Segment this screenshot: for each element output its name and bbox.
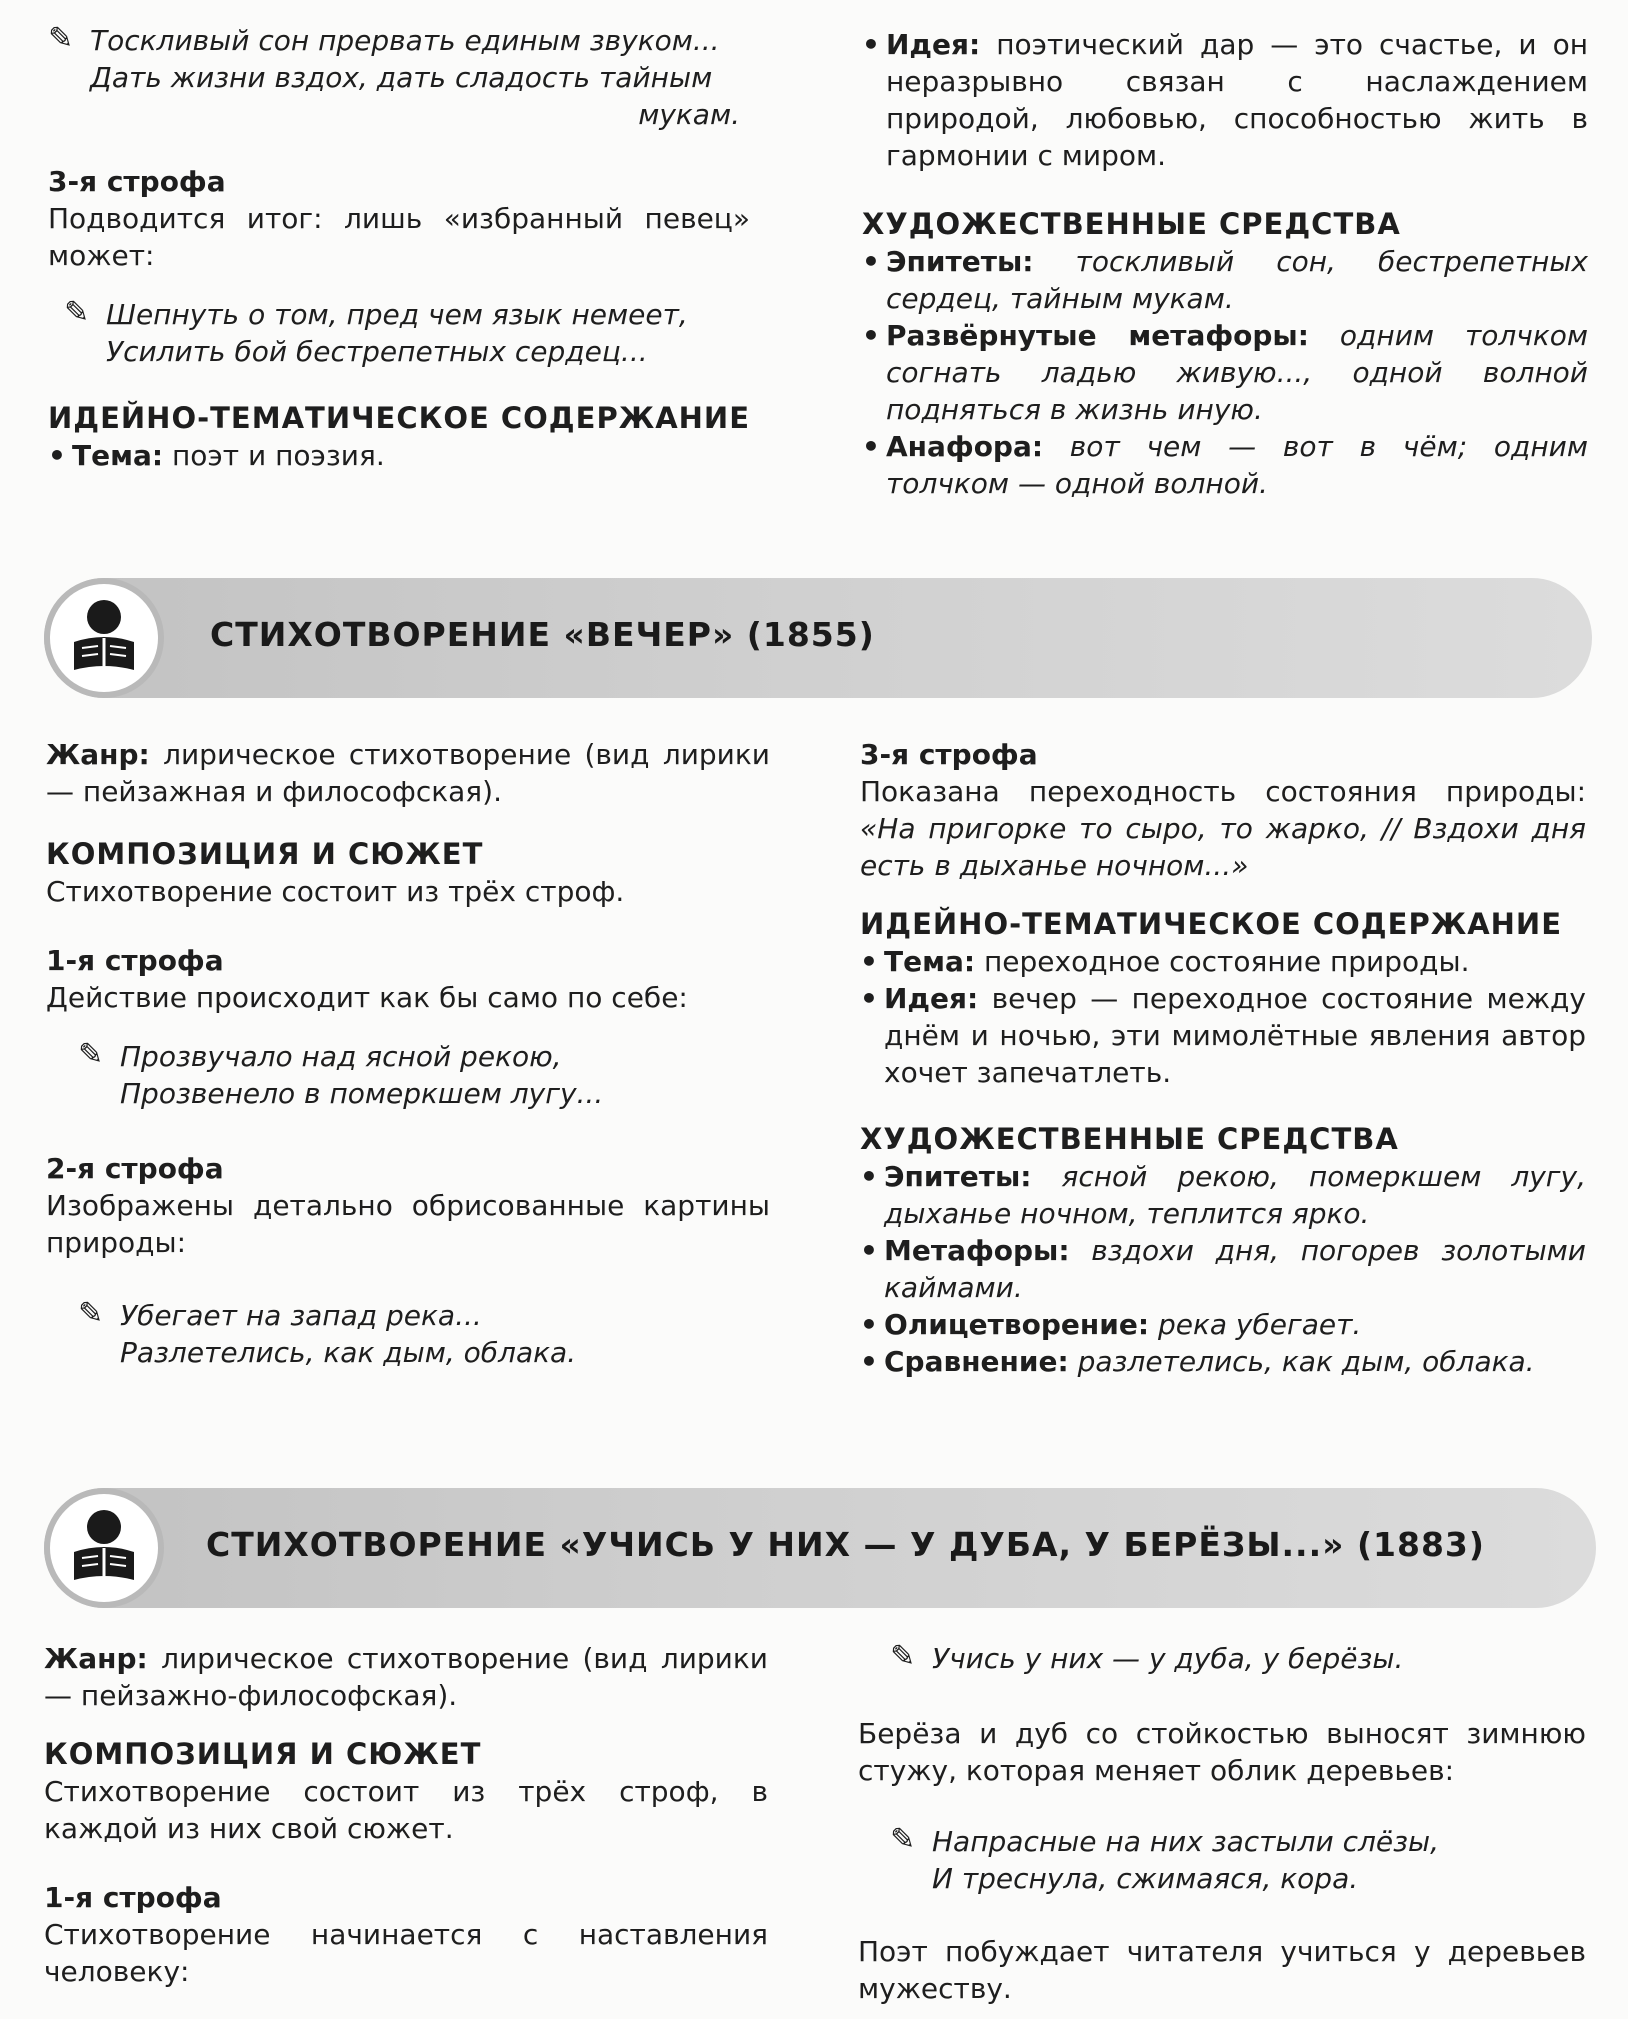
quote-line: Учись у них — у дуба, у берёзы. (932, 1642, 1404, 1675)
quote-line: Прозвучало над ясной рекою, (120, 1040, 562, 1073)
genre-text (44, 1640, 768, 1714)
quote-line: Шепнуть о том, пред чем язык немеет, (106, 298, 688, 331)
list-item (860, 1306, 1586, 1343)
paragraph (860, 773, 1586, 884)
paragraph-text: Показана переходность состояния природы: (860, 775, 1586, 808)
term-text: река убегает. (1149, 1308, 1362, 1341)
quote-line: Убегает на запад река... (120, 1299, 482, 1332)
banner-title: СТИХОТВОРЕНИЕ «ВЕЧЕР» (1855) (210, 615, 875, 654)
quote-line: И треснула, сжимаяся, кора. (932, 1862, 1359, 1895)
term: Анафора: (886, 430, 1044, 463)
term-text: тоскливый сон, бестрепетных сердец, тайным мукам. (886, 245, 1588, 315)
quote-line: Прозвенело в померкшем лугу... (120, 1077, 604, 1110)
term: Идея: (884, 982, 979, 1015)
quote-line: Разлетелись, как дым, облака. (120, 1336, 577, 1369)
paragraph: Стихотворение начинается с наставления человеку: (44, 1918, 768, 1988)
term: Жанр: (46, 738, 150, 771)
list-item (860, 1232, 1586, 1306)
list-item (48, 437, 750, 474)
term-text: разлетелись, как дым, облака. (1068, 1345, 1535, 1378)
section-heading: ИДЕЙНО-ТЕМАТИЧЕСКОЕ СОДЕРЖАНИЕ (48, 401, 750, 435)
term-text: поэтический дар — это счастье, и он неразрывно связан с наслаждением природой, любовью, способностью жить в гармонии с миром. (886, 28, 1588, 172)
quote-line: Напрасные на них застыли слёзы, (932, 1825, 1439, 1858)
strophe-text: Подводится итог: лишь «избранный певец» может: (48, 202, 750, 272)
paragraph: Поэт побуждает читателя учиться у деревьев мужеству. (858, 1935, 1586, 2005)
term: Метафоры: (884, 1234, 1070, 1267)
quote-block (78, 1038, 770, 1112)
quote-block (890, 1640, 1586, 1677)
section-heading: КОМПОЗИЦИЯ И СЮЖЕТ (46, 837, 484, 871)
term: Олицетворение: (884, 1308, 1150, 1341)
section-heading: ИДЕЙНО-ТЕМАТИЧЕСКОЕ СОДЕРЖАНИЕ (860, 907, 1562, 941)
term-text: поэт и поэзия. (163, 439, 385, 472)
section-heading: КОМПОЗИЦИЯ И СЮЖЕТ (44, 1737, 482, 1771)
strophe-title: 3-я строфа (48, 165, 226, 198)
list-item (862, 26, 1588, 174)
term-text: ясной рекою, померкшем лугу, дыханье ночном, теплится ярко. (884, 1160, 1586, 1230)
term-text: вздохи дня, погорев золотыми каймами. (884, 1234, 1586, 1304)
term-text: лирическое стихотворение (вид лирики — пейзажно-философская). (44, 1642, 768, 1712)
term-text: лирическое стихотворение (вид лирики — пейзажная и философская). (46, 738, 770, 808)
list-item (860, 1158, 1586, 1232)
term: Эпитеты: (886, 245, 1034, 278)
uchis-right-column (858, 1640, 1586, 2007)
term-text: переходное состояние природы. (975, 945, 1470, 978)
genre-text (46, 736, 770, 810)
term: Тема: (72, 439, 164, 472)
quote-block (78, 1297, 770, 1371)
quote-line: Усилить бой бестрепетных сердец... (106, 335, 648, 368)
reading-person-icon (44, 1488, 164, 1608)
pencil-icon: ✎ (890, 1639, 916, 1674)
vecher-left-column (46, 736, 770, 1371)
pencil-icon: ✎ (48, 21, 74, 56)
vecher-right-column (860, 736, 1586, 1380)
strophe-title: 3-я строфа (860, 738, 1038, 771)
list-item (862, 317, 1588, 428)
term-text: вот чем — вот в чём; одним толчком — одной волной. (886, 430, 1588, 500)
section-banner (44, 1488, 1596, 1608)
term-text: одним толчком согнать ладью живую..., одной волной подняться в жизнь иную. (886, 319, 1589, 426)
section-heading: ХУДОЖЕСТВЕННЫЕ СРЕДСТВА (860, 1122, 1399, 1156)
reading-person-icon (44, 578, 164, 698)
pencil-icon: ✎ (890, 1822, 916, 1857)
term: Жанр: (44, 1642, 148, 1675)
quote-block (48, 22, 750, 133)
list-item (860, 980, 1586, 1091)
quote-line: Дать жизни вздох, дать сладость тайным (90, 61, 713, 94)
top-right-column (862, 26, 1588, 502)
quote-line: Тоскливый сон прервать единым звуком... (90, 24, 720, 57)
term: Сравнение: (884, 1345, 1069, 1378)
section-banner (44, 578, 1592, 698)
term: Эпитеты: (884, 1160, 1032, 1193)
term-text: вечер — переходное состояние между днём и ночью, эти мимолётные явления автор хочет запечатлеть. (884, 982, 1586, 1089)
paragraph: Действие происходит как бы само по себе: (46, 981, 688, 1014)
section-heading: ХУДОЖЕСТВЕННЫЕ СРЕДСТВА (862, 207, 1401, 241)
paragraph: Стихотворение состоит из трёх строф, в каждой из них свой сюжет. (44, 1775, 768, 1845)
list-item (862, 428, 1588, 502)
paragraph: Стихотворение состоит из трёх строф. (46, 875, 625, 908)
banner-title: СТИХОТВОРЕНИЕ «УЧИСЬ У НИХ — У ДУБА, У БЕРЁЗЫ...» (1883) (206, 1525, 1485, 1564)
pencil-icon: ✎ (78, 1296, 104, 1331)
paragraph: Изображены детально обрисованные картины природы: (46, 1189, 770, 1259)
pencil-icon: ✎ (78, 1037, 104, 1072)
strophe-title: 1-я строфа (44, 1881, 222, 1914)
list-item (860, 1343, 1586, 1380)
paragraph: Берёза и дуб со стойкостью выносят зимнюю стужу, которая меняет облик деревьев: (858, 1717, 1586, 1787)
uchis-left-column (44, 1640, 768, 1990)
quote-line: мукам. (638, 98, 740, 131)
top-left-column (48, 22, 750, 474)
list-item (860, 943, 1586, 980)
inline-quote: «На пригорке то сыро, то жарко, // Вздохи дня есть в дыханье ночном...» (860, 812, 1586, 882)
quote-block (890, 1823, 1586, 1897)
quote-block (64, 296, 750, 370)
term: Идея: (886, 28, 981, 61)
term: Развёрнутые метафоры: (886, 319, 1309, 352)
term: Тема: (884, 945, 976, 978)
strophe-title: 1-я строфа (46, 944, 224, 977)
strophe-title: 2-я строфа (46, 1152, 224, 1185)
list-item (862, 243, 1588, 317)
pencil-icon: ✎ (64, 295, 90, 330)
